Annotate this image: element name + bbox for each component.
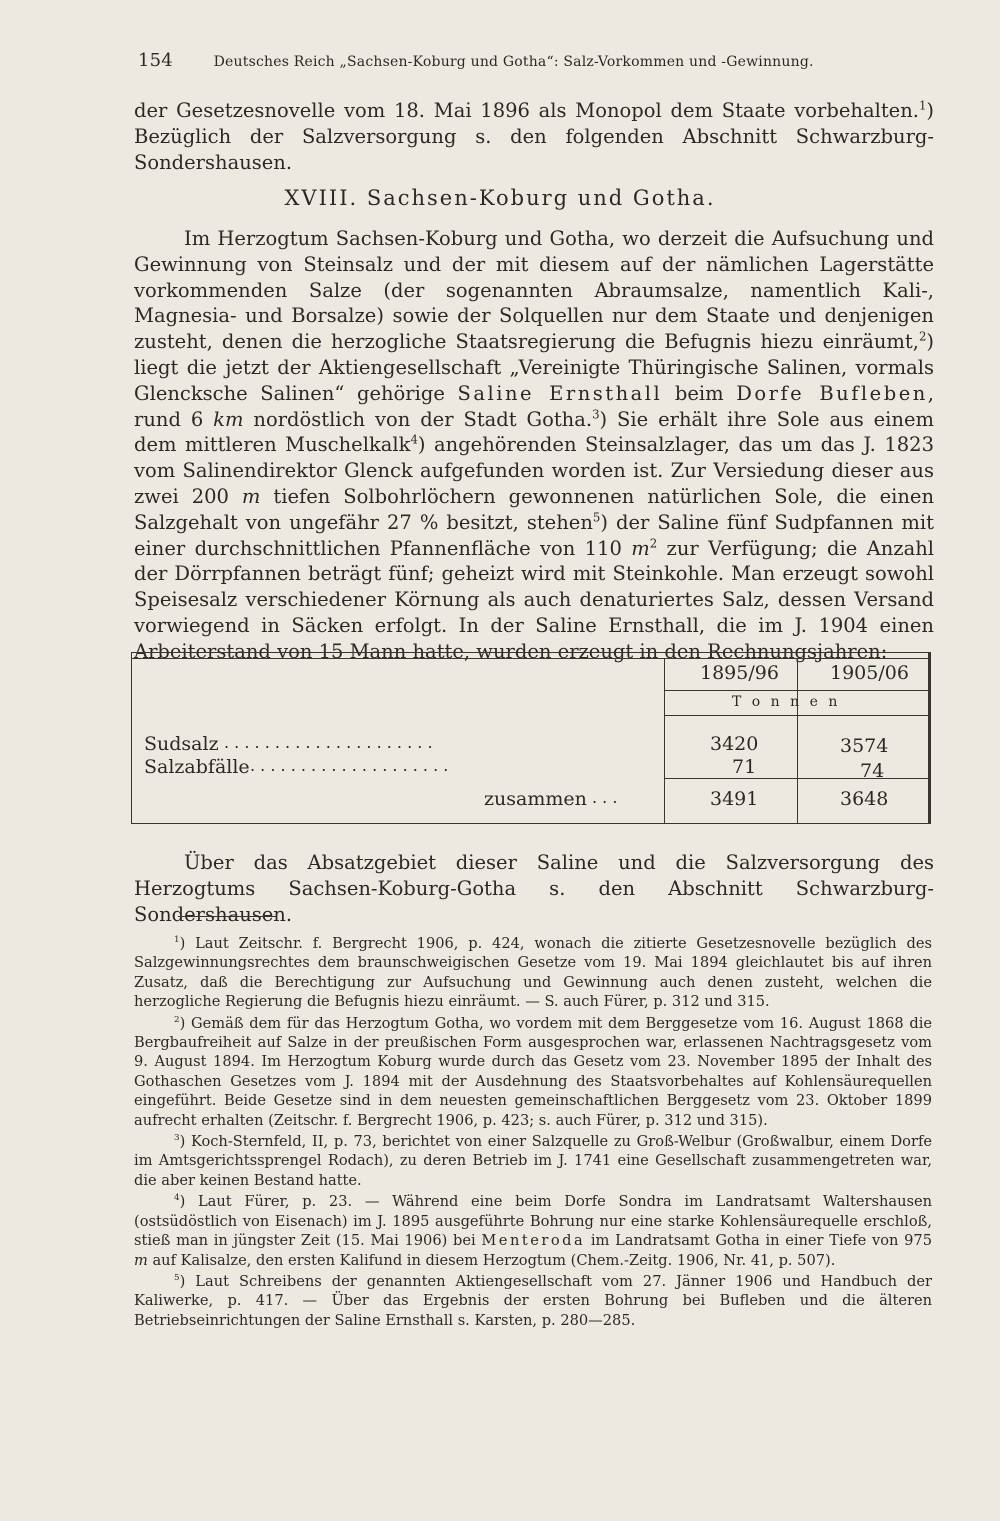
unit: m: [631, 536, 650, 560]
para-text: tiefen Solbohrlöchern gewonnenen natürlichen Sole, die einen Salzgehalt von ungefähr 27 %: [134, 484, 935, 534]
unit: m: [134, 1251, 148, 1269]
spaced-name: Saline Ernsthall: [457, 381, 663, 405]
leader-dots: . . . . . . . . . . . . . . . . . . . .: [250, 756, 449, 775]
footnote-mark: 3: [174, 1133, 180, 1144]
footnote-rule: [178, 916, 276, 917]
unit: m: [241, 484, 261, 508]
col-header-2: 1905/06: [830, 662, 909, 684]
row-label: Sudsalz: [144, 733, 219, 755]
total-label: zusammen: [484, 788, 587, 810]
para-text: ) angehörenden Steinsalzlager, das um das J. 1823 vom Salinendirektor Glenck aufgefunden worden ist. Zur Versiedung dieser aus zwei 200: [134, 433, 934, 508]
footnotes: [134, 934, 932, 1332]
para-text: ) liegt die jetzt der Aktiengesellschaft „Vereinigte Thüringische Salinen, vormals Glencksche Salinen“ gehörige: [134, 330, 934, 405]
main-paragraph: [134, 226, 934, 665]
footnote-3: [134, 1132, 932, 1190]
value-cell: 74: [860, 760, 885, 782]
running-header: [138, 50, 938, 71]
table-rule: [664, 778, 928, 779]
col-header-1: 1895/96: [700, 662, 779, 684]
total-value: 3491: [710, 788, 759, 810]
footnote-text: ) Laut Schreibens der genannten Aktiengesellschaft vom 27. Jänner 1906 und Handbuch der Kaliwerke, p. 417. — Über das Ergebnis der ersten Bohrung bei Bufleben und die älteren Betriebseinrichtungen der Saline Ernsthall s. Karsten, p. 280—285.: [134, 1272, 932, 1329]
section-heading: XVIII. Sachsen-Koburg und Gotha.: [284, 186, 716, 210]
para-text: zur Verfügung; die Anzahl der Dörrpfannen beträgt fünf; geheizt wird mit Steinkohle. Man erzeugt sowohl Speisesalz verschiedener Körnung als auch denaturiertes Salz, dessen Versand vorwiegend in Säcken erfolgt. In der Saline Ernsthall, die im J. 1904 einen Arbeiterstand von 15 Mann hatte, wurden erzeugt in den Rechnungsjahren:: [134, 536, 934, 663]
intro-paragraph: [134, 98, 934, 175]
para-text: besitzt, stehen: [438, 510, 593, 534]
footnote-mark: 4: [174, 1193, 180, 1204]
footnote-ref-5: 5: [592, 510, 601, 525]
intro-text-after: ) Bezüglich der Salzversorgung s. den folgenden Abschnitt Schwarzburg-Sondershausen.: [134, 99, 934, 174]
table-rule: [797, 658, 798, 823]
footnote-text: ) Laut Zeitschr. f. Bergrecht 1906, p. 424, wonach die zitierte Gesetzesnovelle bezüglich des Salzgewinnungsrechtes dem braunschweigischen Gesetze vom 19. Mai 1894 gleichlautet bis auf ihren Zusatz, daß die Berechtigung zur Aufsuchung und Gewinnung auch denen zusteht, welchen die herzogliche Regierung die Befugnis hiezu einräumt. — S. auch Fürer, p. 312 und 315.: [134, 935, 932, 1011]
para-text: Im Herzogtum Sachsen-Koburg und Gotha, wo derzeit die Aufsuchung und Gewinnung von Steinsalz und der mit diesem auf der nämlichen Lagerstätte vorkommenden Salze (der sogenannten Abraumsalze, namentlich Kali-, Magnesia- und Borsalze) sowie der Solquellen nur dem Staate und denjenigen zusteht, denen die herzogliche Staatsregierung die Befugnis hiezu einräumt,: [134, 227, 934, 354]
footnote-mark: 5: [174, 1273, 180, 1284]
production-table: [131, 652, 931, 824]
row-label: Salzabfälle: [144, 756, 250, 778]
value-cell: 71: [732, 756, 757, 778]
para-text: nordöstlich von der Stadt Gotha.: [243, 407, 593, 431]
footnote-ref-4: 4: [410, 432, 418, 447]
footnote-1: [134, 934, 932, 1012]
spaced-name: Menteroda: [481, 1232, 586, 1250]
para-text: , rund 6: [134, 381, 934, 431]
para-text: ) der Saline fünf Sudpfannen mit einer durchschnittlichen Pfannenfläche von 110: [134, 510, 934, 560]
footnote-2: [134, 1014, 932, 1130]
leader-dots: . . .: [592, 788, 618, 807]
footnote-ref-2: 2: [918, 329, 927, 344]
para-text: ) Sie erhält ihre Sole aus einem dem mittleren Muschelkalk: [134, 407, 934, 457]
table-rule: [664, 658, 665, 823]
value-cell: 3420: [710, 733, 759, 755]
value-cell: 3574: [840, 735, 889, 757]
table-rule: [664, 690, 928, 691]
unit: km: [213, 407, 244, 431]
footnote-mark: 1: [174, 935, 180, 946]
footnote-5: [134, 1272, 932, 1330]
footnote-4: [134, 1192, 932, 1270]
unit-label: T o n n e n: [732, 694, 841, 710]
footnote-text: ) Laut Fürer, p. 23. — Während eine beim Dorfe Sondra im Landratsamt Waltershausen (ostsüdöstlich von Eisenach) im J. 1895 ausgeführte Bohrung nur eine starke Kohlensäurequelle erschloß, stieß man in jüngster Zeit (15. Mai 1906) bei: [134, 1193, 932, 1250]
footnote-ref-1: 1: [918, 98, 927, 113]
running-title: Deutsches Reich „Sachsen-Koburg und Gotha“: Salz-Vorkommen und -Gewinnung.: [213, 54, 814, 70]
intro-text: der Gesetzesnovelle vom 18. Mai 1896 als Monopol dem Staate vorbehalten.: [134, 99, 919, 122]
footnote-text: im Landratsamt Gotha in einer Tiefe von 975: [585, 1232, 932, 1250]
footnote-text: ) Gemäß dem für das Herzogtum Gotha, wo vordem mit dem Berggesetze vom 16. August 1868 die Bergbaufreiheit auf Salze in der preußischen Form ausgesprochen war, erlassenen Nachtragsgesetz vom 9. August 1894. Im Herzogtum Koburg wurde durch das Gesetz vom 23. November 1895 der Inhalt des Gothaschen Gesetzes vom J. 1894 mit der Ausdehnung des Staatsvorbehaltes auf Kohlensäurequellen eingeführt. Beide Gesetze sind in dem neuesten gemeinschaftlichen Berggesetz vom 23. Oktober 1899 aufrecht erhalten (Zeitschr. f. Bergrecht 1906, p. 423; s. auch Fürer, p. 312 und 315).: [134, 1014, 932, 1129]
total-value: 3648: [840, 788, 889, 810]
footnote-mark: 2: [174, 1014, 180, 1025]
para-text: beim: [662, 381, 737, 405]
footnote-text: auf Kalisalze, den ersten Kalifund in diesem Herzogtum (Chem.-Zeitg. 1906, Nr. 41, p. 507).: [147, 1251, 836, 1269]
closing-paragraph: Über das Absatzgebiet dieser Saline und die Salzversorgung des Herzogtums Sachsen-Koburg-Gotha s. den Abschnitt Schwarzburg-Sondershausen.: [134, 851, 934, 926]
spaced-name: Dorfe Bufleben: [736, 381, 928, 405]
superscript: 2: [649, 536, 658, 551]
table-rule: [664, 715, 928, 716]
table-rule: [132, 658, 928, 659]
footnote-ref-3: 3: [592, 407, 600, 422]
page-number: 154: [138, 50, 173, 71]
leader-dots: . . . . . . . . . . . . . . . . . . . . .: [224, 733, 433, 752]
footnote-text: ) Koch-Sternfeld, II, p. 73, berichtet von einer Salzquelle zu Groß-Welbur (Großwalbur, einem Dorfe im Amtsgerichtssprengel Rodach), zu deren Betrieb im J. 1741 eine Gesellschaft zusammengetreten war, die aber keinen Bestand hatte.: [134, 1133, 932, 1189]
